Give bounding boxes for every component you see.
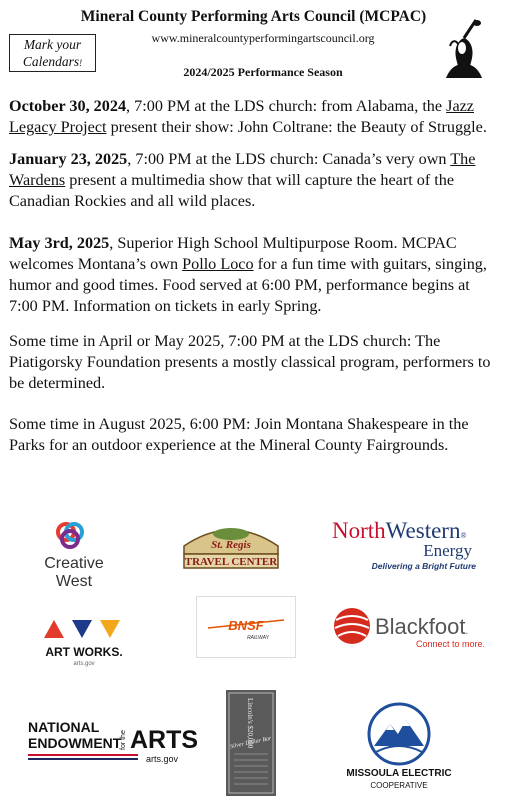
calendar-note-line1: Mark your [23, 37, 82, 52]
silver-dollar-top: Lincoln's $20,000 [246, 698, 254, 749]
missoula-line2: COOPERATIVE [370, 781, 428, 790]
event-date: October 30, 2024 [9, 97, 127, 115]
event-item: October 30, 2024, 7:00 PM at the LDS church: from Alabama, the Jazz Legacy Project present their show: John Coltrane: the Beauty of Struggle. [9, 97, 487, 136]
nea-logo [26, 714, 199, 770]
blackfoot-logo [332, 604, 492, 650]
nea-for-the: for the [120, 730, 127, 750]
silver-dollar-bar-ad [226, 690, 276, 796]
st-regis-name: St. Regis [211, 539, 251, 551]
creative-west-logo [34, 518, 114, 592]
event-performer-link[interactable]: The Wardens [9, 150, 476, 189]
svg-text:NorthWestern®: NorthWestern® [332, 518, 467, 543]
northwestern-energy-logo [330, 514, 480, 572]
creative-west-line2: West [55, 573, 93, 590]
event-item: Some time in August 2025, 6:00 PM: Join Montana Shakespeare in the Parks for an outdoor experience at the Mineral County Fairgrounds. [9, 415, 469, 454]
missoula-electric-logo [334, 700, 464, 792]
calendar-note-mark: ! [79, 58, 83, 68]
blue-triangle-icon [72, 620, 92, 638]
art-works-url: arts.gov [73, 661, 95, 667]
nea-line1: NATIONAL [28, 719, 100, 735]
event-list [9, 96, 501, 466]
event-item: May 3rd, 2025, Superior High School Multipurpose Room. MCPAC welcomes Montana’s own Pollo Loco for a fun time with guitars, singing, humor and good times. Food served at 6:00 PM, performance begins at 7:00 PM. Information on tickets in early Spring. [9, 234, 487, 315]
event-performer-link[interactable]: Jazz Legacy Project [9, 97, 474, 136]
event-date: May 3rd, 2025 [9, 234, 110, 252]
northwestern-energy-word: Energy [423, 541, 472, 560]
missoula-line1: MISSOULA ELECTRIC [346, 768, 452, 779]
theater-mask-logo-icon [436, 18, 492, 82]
nea-arts: ARTS [130, 726, 199, 754]
art-works-logo [38, 618, 130, 666]
northwestern-tagline: Delivering a Bright Future [371, 561, 476, 571]
nea-line2: ENDOWMENT [28, 735, 122, 751]
st-regis-subtitle: TRAVEL CENTER [184, 556, 278, 568]
red-triangle-icon [44, 620, 64, 638]
silver-dollar-name: Silver Dollar Bar [229, 735, 272, 751]
blackfoot-tagline: Connect to more. [415, 639, 485, 649]
calendar-note-line2: Calendars [22, 54, 80, 69]
page-title: Mineral County Performing Arts Council (MCPAC) [80, 8, 427, 25]
blackfoot-name: Blackfoot. [375, 614, 469, 639]
event-item: Some time in April or May 2025, 7:00 PM at the LDS church: The Piatigorsky Foundation presents a mostly classical program, performers to be determined. [9, 332, 491, 392]
event-performer-link[interactable]: Pollo Loco [182, 255, 254, 273]
event-item: January 23, 2025, 7:00 PM at the LDS church: Canada’s very own The Wardens present a multimedia show that will capture the heart of the Canadian Rockies and all wild places. [9, 150, 476, 210]
art-works-label: ART WORKS. [45, 645, 123, 659]
bnsf-sub: RAILWAY [247, 635, 269, 641]
st-regis-travel-center-logo [178, 520, 284, 572]
season-heading: 2024/2025 Performance Season [183, 65, 343, 79]
calendar-note-box [9, 34, 96, 72]
bnsf-name: BNSF [228, 618, 264, 633]
website-url[interactable]: www.mineralcountyperformingartscouncil.org [151, 31, 375, 45]
creative-west-line1: Creative [44, 555, 104, 572]
event-date: January 23, 2025 [9, 150, 128, 168]
yellow-triangle-icon [100, 620, 120, 638]
bnsf-railway-logo [196, 596, 296, 658]
nea-url: arts.gov [145, 754, 178, 764]
